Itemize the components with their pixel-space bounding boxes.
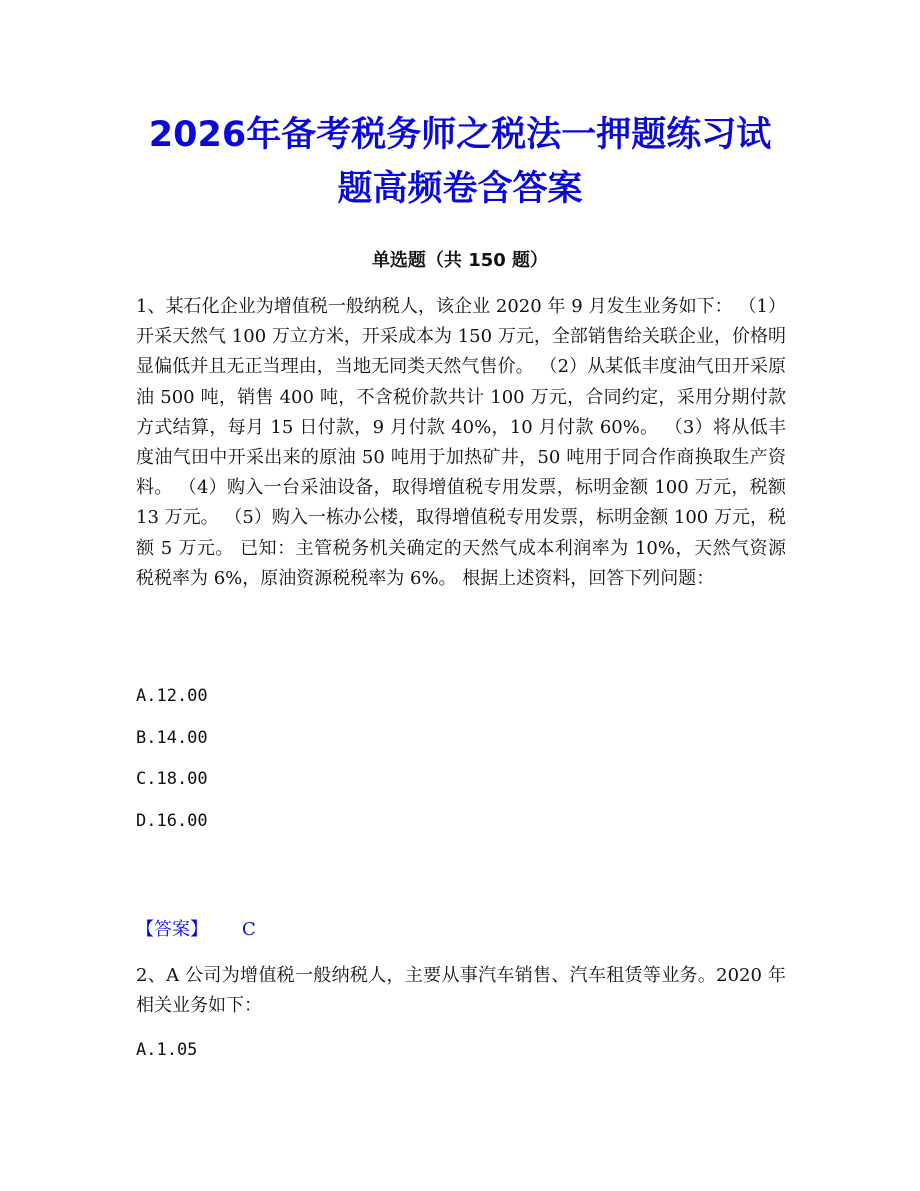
question-1-option-d: D.16.00 <box>136 811 208 831</box>
document-title <box>110 108 810 216</box>
section-heading: 单选题（共 150 题） <box>371 250 549 271</box>
question-2-text: 2、A 公司为增值税一般纳税人，主要从事汽车销售、汽车租赁等业务。2020 年相关业务如下： <box>136 965 786 1017</box>
question-1-option-b: B.14.00 <box>136 728 208 748</box>
document-title-line-1: 2026年备考税务师之税法一押题练习试 <box>148 115 772 155</box>
answer-label: 【答案】 <box>136 919 208 940</box>
document-title-line-2: 题高频卷含答案 <box>337 169 583 209</box>
answer-value: C <box>242 919 256 940</box>
question-1-text: 1、某石化企业为增值税一般纳税人，该企业 2020 年 9 月发生业务如下： （1）开采天然气 100 万立方米，开采成本为 150 万元，全部销售给关联企业，价格明显偏低并且无正当理由，当地无同类天然气售价。 （2）从某低丰度油气田开采原油 500 吨，销售 400 吨，不含税价款共计 100 万元，合同约定，采用分期付款方式结算，每月 15 日付款，9 月付款 40%，10 月付款 60%。 （3）将从低丰度油气田中开采出来的原油 50 吨用于加热矿井，50 吨用于同合作商换取生产资料。 （4）购入一台采油设备，取得增值税专用发票，标明金额 100 万元，税额 13 万元。 （5）购入一栋办公楼，取得增值税专用发票，标明金额 100 万元，税额 5 万元。 已知：主管税务机关确定的天然气成本利润率为 10%，天然气资源税税率为 6%，原油资源税税率为 6%。 根据上述资料，回答下列问题： <box>136 296 786 589</box>
question-2-option-a: A.1.05 <box>136 1040 198 1060</box>
question-1-option-a: A.12.00 <box>136 686 208 706</box>
question-1-answer <box>136 916 256 944</box>
question-1-option-c: C.18.00 <box>136 769 208 789</box>
